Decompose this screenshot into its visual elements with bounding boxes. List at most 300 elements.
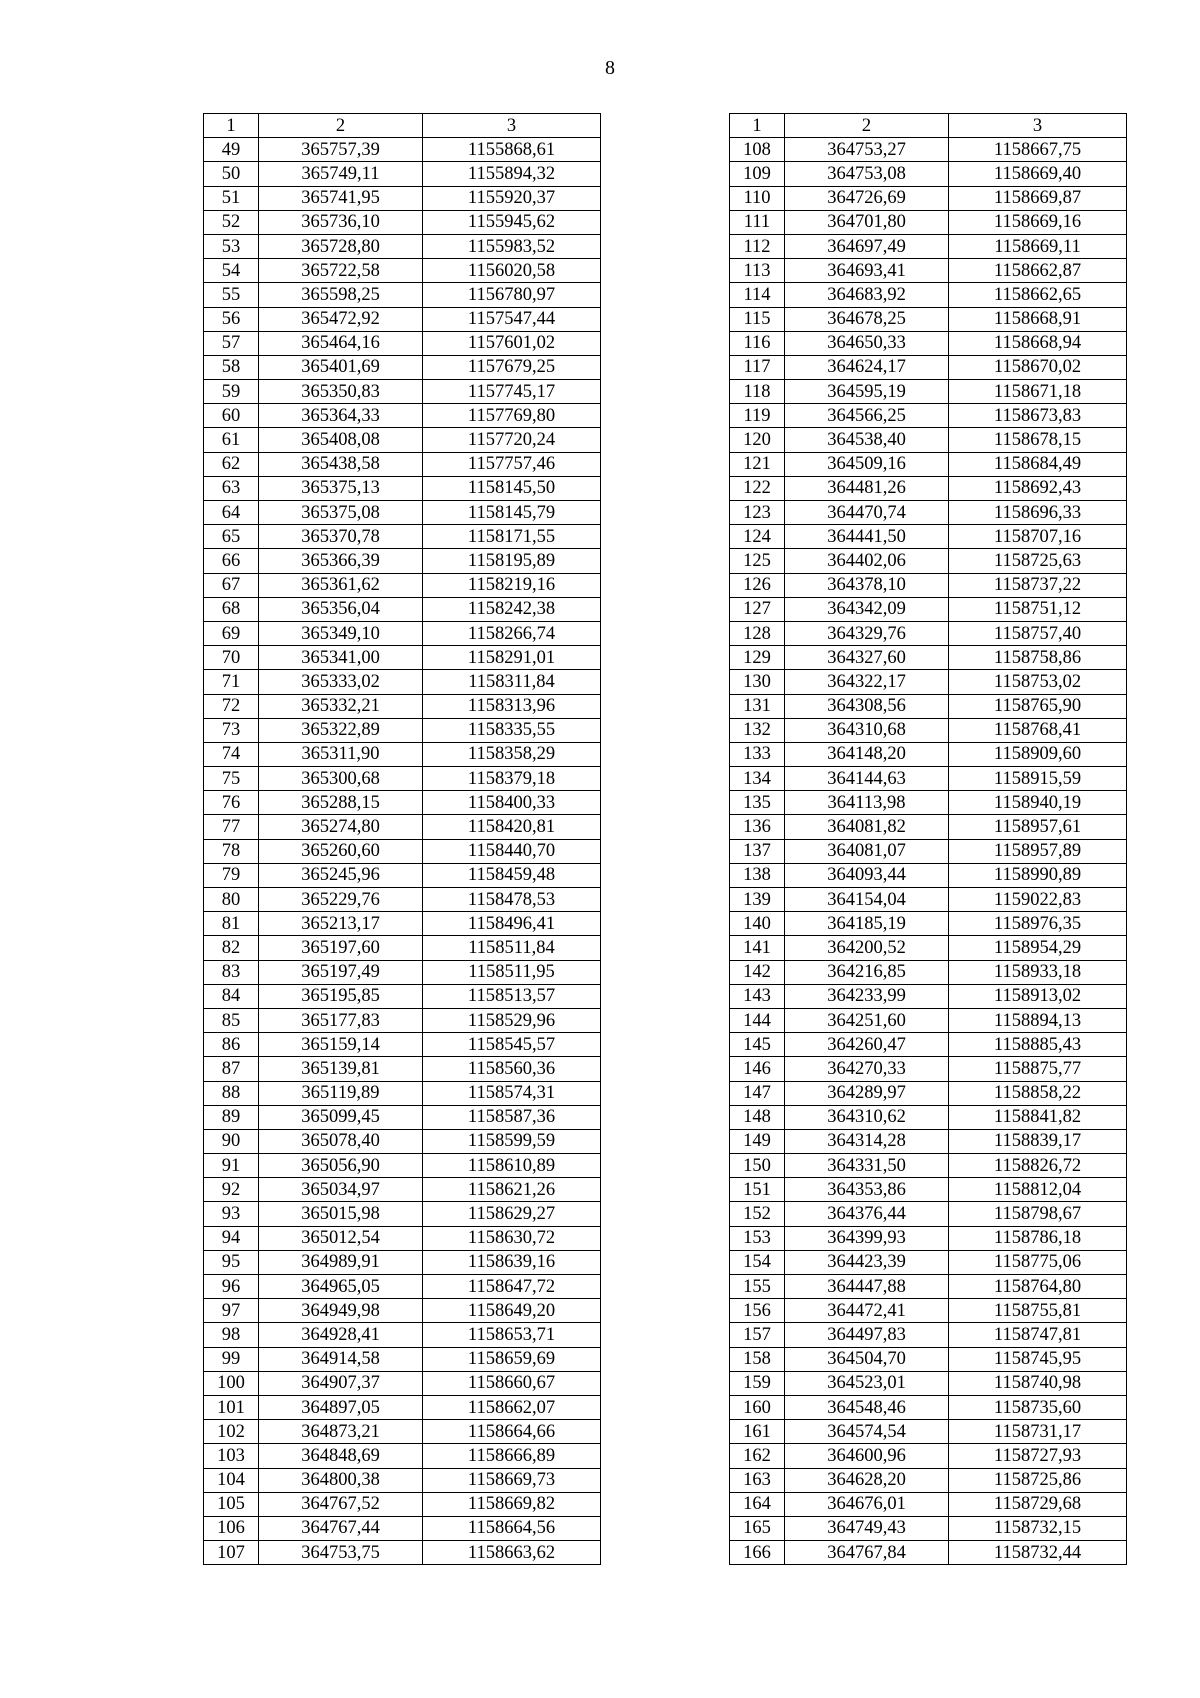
x-coordinate-cell: 364470,74 [785,501,949,525]
x-coordinate-cell: 365099,45 [259,1105,423,1129]
table-row [730,863,1127,887]
y-coordinate-cell: 1158875,77 [949,1057,1127,1081]
table-row [204,476,601,500]
table-row [204,234,601,258]
y-coordinate-cell: 1158957,89 [949,839,1127,863]
x-coordinate-cell: 365722,58 [259,259,423,283]
point-number-cell: 151 [730,1178,785,1202]
x-coordinate-cell: 364270,33 [785,1057,949,1081]
y-coordinate-cell: 1158659,69 [423,1347,601,1371]
x-coordinate-cell: 364251,60 [785,1008,949,1032]
x-coordinate-cell: 364928,41 [259,1323,423,1347]
table-row [204,597,601,621]
table-row [204,791,601,815]
y-coordinate-cell: 1158957,61 [949,815,1127,839]
y-coordinate-cell: 1158990,89 [949,863,1127,887]
point-number-cell: 89 [204,1105,259,1129]
y-coordinate-cell: 1158459,48 [423,863,601,887]
x-coordinate-cell: 364497,83 [785,1323,949,1347]
y-coordinate-cell: 1158171,55 [423,525,601,549]
point-number-cell: 54 [204,259,259,283]
point-number-cell: 58 [204,355,259,379]
point-number-cell: 106 [204,1516,259,1540]
x-coordinate-cell: 365159,14 [259,1033,423,1057]
x-coordinate-cell: 364600,96 [785,1444,949,1468]
table-row [730,984,1127,1008]
y-coordinate-cell: 1158668,94 [949,331,1127,355]
point-number-cell: 143 [730,984,785,1008]
y-coordinate-cell: 1158574,31 [423,1081,601,1105]
y-coordinate-cell: 1158313,96 [423,694,601,718]
column-header: 2 [259,114,423,138]
table-row [204,1541,601,1565]
table-row [730,936,1127,960]
y-coordinate-cell: 1158513,57 [423,984,601,1008]
table-row [204,525,601,549]
point-number-cell: 63 [204,476,259,500]
x-coordinate-cell: 364509,16 [785,452,949,476]
point-number-cell: 131 [730,694,785,718]
x-coordinate-cell: 364447,88 [785,1275,949,1299]
point-number-cell: 150 [730,1154,785,1178]
table-row [730,1395,1127,1419]
point-number-cell: 165 [730,1516,785,1540]
y-coordinate-cell: 1158737,22 [949,573,1127,597]
table-row [730,912,1127,936]
x-coordinate-cell: 365195,85 [259,984,423,1008]
x-coordinate-cell: 365015,98 [259,1202,423,1226]
y-coordinate-cell: 1158735,60 [949,1395,1127,1419]
point-number-cell: 59 [204,380,259,404]
x-coordinate-cell: 364233,99 [785,984,949,1008]
x-coordinate-cell: 364548,46 [785,1395,949,1419]
x-coordinate-cell: 364701,80 [785,210,949,234]
x-coordinate-cell: 365364,33 [259,404,423,428]
table-row [730,138,1127,162]
point-number-cell: 127 [730,597,785,621]
y-coordinate-cell: 1158668,91 [949,307,1127,331]
table-row [204,162,601,186]
point-number-cell: 126 [730,573,785,597]
y-coordinate-cell: 1158639,16 [423,1250,601,1274]
x-coordinate-cell: 365332,21 [259,694,423,718]
table-row [730,1420,1127,1444]
table-row [730,234,1127,258]
x-coordinate-cell: 364767,84 [785,1541,949,1565]
table-row [204,1371,601,1395]
x-coordinate-cell: 364310,68 [785,718,949,742]
y-coordinate-cell: 1158915,59 [949,767,1127,791]
point-number-cell: 80 [204,888,259,912]
y-coordinate-cell: 1158671,18 [949,380,1127,404]
header-row [730,114,1127,138]
x-coordinate-cell: 365119,89 [259,1081,423,1105]
table-row [730,1371,1127,1395]
y-coordinate-cell: 1157679,25 [423,355,601,379]
y-coordinate-cell: 1155983,52 [423,234,601,258]
point-number-cell: 84 [204,984,259,1008]
x-coordinate-cell: 365245,96 [259,863,423,887]
table-row [730,1081,1127,1105]
table-row [204,1105,601,1129]
x-coordinate-cell: 364402,06 [785,549,949,573]
point-number-cell: 77 [204,815,259,839]
x-coordinate-cell: 364683,92 [785,283,949,307]
point-number-cell: 156 [730,1299,785,1323]
y-coordinate-cell: 1158669,87 [949,186,1127,210]
x-coordinate-cell: 365197,60 [259,936,423,960]
y-coordinate-cell: 1158731,17 [949,1420,1127,1444]
y-coordinate-cell: 1158798,67 [949,1202,1127,1226]
y-coordinate-cell: 1158725,63 [949,549,1127,573]
y-coordinate-cell: 1158786,18 [949,1226,1127,1250]
y-coordinate-cell: 1158496,41 [423,912,601,936]
point-number-cell: 129 [730,646,785,670]
x-coordinate-cell: 364342,09 [785,597,949,621]
x-coordinate-cell: 365341,00 [259,646,423,670]
y-coordinate-cell: 1158954,29 [949,936,1127,960]
table-row [204,428,601,452]
table-row [730,428,1127,452]
table-row [204,718,601,742]
x-coordinate-cell: 364353,86 [785,1178,949,1202]
point-number-cell: 111 [730,210,785,234]
table-row [730,1226,1127,1250]
x-coordinate-cell: 365361,62 [259,573,423,597]
y-coordinate-cell: 1158747,81 [949,1323,1127,1347]
x-coordinate-cell: 365139,81 [259,1057,423,1081]
point-number-cell: 116 [730,331,785,355]
point-number-cell: 83 [204,960,259,984]
point-number-cell: 164 [730,1492,785,1516]
y-coordinate-cell: 1158740,98 [949,1371,1127,1395]
y-coordinate-cell: 1158745,95 [949,1347,1127,1371]
y-coordinate-cell: 1158529,96 [423,1008,601,1032]
table-row [730,573,1127,597]
table-row [204,767,601,791]
table-row [204,1323,601,1347]
table-row [204,1129,601,1153]
y-coordinate-cell: 1157769,80 [423,404,601,428]
point-number-cell: 118 [730,380,785,404]
point-number-cell: 112 [730,234,785,258]
x-coordinate-cell: 364081,82 [785,815,949,839]
point-number-cell: 128 [730,621,785,645]
point-number-cell: 74 [204,742,259,766]
x-coordinate-cell: 365366,39 [259,549,423,573]
point-number-cell: 113 [730,259,785,283]
x-coordinate-cell: 364989,91 [259,1250,423,1274]
x-coordinate-cell: 364749,43 [785,1516,949,1540]
y-coordinate-cell: 1158725,86 [949,1468,1127,1492]
y-coordinate-cell: 1158753,02 [949,670,1127,694]
point-number-cell: 136 [730,815,785,839]
point-number-cell: 53 [204,234,259,258]
y-coordinate-cell: 1158758,86 [949,646,1127,670]
y-coordinate-cell: 1158940,19 [949,791,1127,815]
point-number-cell: 154 [730,1250,785,1274]
point-number-cell: 95 [204,1250,259,1274]
point-number-cell: 162 [730,1444,785,1468]
point-number-cell: 107 [204,1541,259,1565]
point-number-cell: 96 [204,1275,259,1299]
point-number-cell: 85 [204,1008,259,1032]
table-row [204,307,601,331]
y-coordinate-cell: 1158841,82 [949,1105,1127,1129]
point-number-cell: 159 [730,1371,785,1395]
column-header: 1 [204,114,259,138]
y-coordinate-cell: 1158219,16 [423,573,601,597]
x-coordinate-cell: 364200,52 [785,936,949,960]
x-coordinate-cell: 364314,28 [785,1129,949,1153]
table-row [730,1057,1127,1081]
point-number-cell: 97 [204,1299,259,1323]
x-coordinate-cell: 364504,70 [785,1347,949,1371]
point-number-cell: 163 [730,1468,785,1492]
table-row [730,283,1127,307]
x-coordinate-cell: 365213,17 [259,912,423,936]
point-number-cell: 102 [204,1420,259,1444]
table-row [730,791,1127,815]
point-number-cell: 123 [730,501,785,525]
y-coordinate-cell: 1158669,73 [423,1468,601,1492]
point-number-cell: 60 [204,404,259,428]
table-row [730,404,1127,428]
table-row [730,839,1127,863]
x-coordinate-cell: 364566,25 [785,404,949,428]
x-coordinate-cell: 365370,78 [259,525,423,549]
x-coordinate-cell: 365464,16 [259,331,423,355]
x-coordinate-cell: 365408,08 [259,428,423,452]
y-coordinate-cell: 1158751,12 [949,597,1127,621]
point-number-cell: 117 [730,355,785,379]
y-coordinate-cell: 1158692,43 [949,476,1127,500]
y-coordinate-cell: 1158775,06 [949,1250,1127,1274]
point-number-cell: 51 [204,186,259,210]
x-coordinate-cell: 365350,83 [259,380,423,404]
y-coordinate-cell: 1158669,16 [949,210,1127,234]
x-coordinate-cell: 364676,01 [785,1492,949,1516]
x-coordinate-cell: 364897,05 [259,1395,423,1419]
point-number-cell: 69 [204,621,259,645]
y-coordinate-cell: 1158653,71 [423,1323,601,1347]
table-row [204,1492,601,1516]
table-row [204,839,601,863]
point-number-cell: 70 [204,646,259,670]
y-coordinate-cell: 1158696,33 [949,501,1127,525]
point-number-cell: 121 [730,452,785,476]
table-row [204,960,601,984]
x-coordinate-cell: 365356,04 [259,597,423,621]
table-row [204,888,601,912]
x-coordinate-cell: 364753,27 [785,138,949,162]
x-coordinate-cell: 365333,02 [259,670,423,694]
table-row [204,1347,601,1371]
point-number-cell: 67 [204,573,259,597]
y-coordinate-cell: 1158440,70 [423,839,601,863]
x-coordinate-cell: 364423,39 [785,1250,949,1274]
point-number-cell: 65 [204,525,259,549]
y-coordinate-cell: 1158669,40 [949,162,1127,186]
table-row [204,283,601,307]
y-coordinate-cell: 1158291,01 [423,646,601,670]
point-number-cell: 99 [204,1347,259,1371]
y-coordinate-cell: 1158727,93 [949,1444,1127,1468]
x-coordinate-cell: 364289,97 [785,1081,949,1105]
y-coordinate-cell: 1158266,74 [423,621,601,645]
point-number-cell: 158 [730,1347,785,1371]
table-row [204,138,601,162]
x-coordinate-cell: 364327,60 [785,646,949,670]
table-row [730,597,1127,621]
table-row [204,1444,601,1468]
x-coordinate-cell: 364753,75 [259,1541,423,1565]
point-number-cell: 148 [730,1105,785,1129]
x-coordinate-cell: 364441,50 [785,525,949,549]
y-coordinate-cell: 1157547,44 [423,307,601,331]
point-number-cell: 92 [204,1178,259,1202]
x-coordinate-cell: 365288,15 [259,791,423,815]
x-coordinate-cell: 365401,69 [259,355,423,379]
y-coordinate-cell: 1158599,59 [423,1129,601,1153]
table-row [730,1468,1127,1492]
table-row [730,888,1127,912]
point-number-cell: 145 [730,1033,785,1057]
y-coordinate-cell: 1158379,18 [423,767,601,791]
table-row [730,767,1127,791]
y-coordinate-cell: 1158885,43 [949,1033,1127,1057]
y-coordinate-cell: 1158662,87 [949,259,1127,283]
y-coordinate-cell: 1158664,66 [423,1420,601,1444]
point-number-cell: 140 [730,912,785,936]
point-number-cell: 152 [730,1202,785,1226]
y-coordinate-cell: 1158858,22 [949,1081,1127,1105]
x-coordinate-cell: 365375,13 [259,476,423,500]
y-coordinate-cell: 1158664,56 [423,1516,601,1540]
x-coordinate-cell: 364329,76 [785,621,949,645]
x-coordinate-cell: 365736,10 [259,210,423,234]
table-row [730,1516,1127,1540]
y-coordinate-cell: 1158647,72 [423,1275,601,1299]
y-coordinate-cell: 1158242,38 [423,597,601,621]
x-coordinate-cell: 365349,10 [259,621,423,645]
table-row [204,1178,601,1202]
y-coordinate-cell: 1158933,18 [949,960,1127,984]
point-number-cell: 104 [204,1468,259,1492]
point-number-cell: 105 [204,1492,259,1516]
y-coordinate-cell: 1158629,27 [423,1202,601,1226]
y-coordinate-cell: 1157601,02 [423,331,601,355]
x-coordinate-cell: 365274,80 [259,815,423,839]
y-coordinate-cell: 1158420,81 [423,815,601,839]
x-coordinate-cell: 364216,85 [785,960,949,984]
table-row [204,694,601,718]
column-header: 3 [423,114,601,138]
table-body [730,114,1127,1565]
table-row [730,380,1127,404]
point-number-cell: 81 [204,912,259,936]
point-number-cell: 52 [204,210,259,234]
x-coordinate-cell: 364322,17 [785,670,949,694]
x-coordinate-cell: 364185,19 [785,912,949,936]
point-number-cell: 62 [204,452,259,476]
y-coordinate-cell: 1158812,04 [949,1178,1127,1202]
table-row [730,1105,1127,1129]
point-number-cell: 153 [730,1226,785,1250]
table-row [204,1226,601,1250]
y-coordinate-cell: 1158145,79 [423,501,601,525]
y-coordinate-cell: 1159022,83 [949,888,1127,912]
x-coordinate-cell: 364753,08 [785,162,949,186]
point-number-cell: 160 [730,1395,785,1419]
y-coordinate-cell: 1158400,33 [423,791,601,815]
x-coordinate-cell: 365741,95 [259,186,423,210]
point-number-cell: 138 [730,863,785,887]
x-coordinate-cell: 364523,01 [785,1371,949,1395]
table-row [204,1420,601,1444]
x-coordinate-cell: 364693,41 [785,259,949,283]
x-coordinate-cell: 364628,20 [785,1468,949,1492]
y-coordinate-cell: 1158478,53 [423,888,601,912]
y-coordinate-cell: 1155894,32 [423,162,601,186]
y-coordinate-cell: 1158732,44 [949,1541,1127,1565]
x-coordinate-cell: 364907,37 [259,1371,423,1395]
y-coordinate-cell: 1158358,29 [423,742,601,766]
table-row [730,670,1127,694]
x-coordinate-cell: 364678,25 [785,307,949,331]
table-row [730,1033,1127,1057]
point-number-cell: 57 [204,331,259,355]
table-row [204,1468,601,1492]
y-coordinate-cell: 1157757,46 [423,452,601,476]
x-coordinate-cell: 364650,33 [785,331,949,355]
point-number-cell: 139 [730,888,785,912]
point-number-cell: 50 [204,162,259,186]
table-row [204,501,601,525]
table-row [730,501,1127,525]
y-coordinate-cell: 1157745,17 [423,380,601,404]
y-coordinate-cell: 1156780,97 [423,283,601,307]
table-row [204,259,601,283]
x-coordinate-cell: 365197,49 [259,960,423,984]
table-row [730,815,1127,839]
point-number-cell: 55 [204,283,259,307]
point-number-cell: 166 [730,1541,785,1565]
x-coordinate-cell: 364481,26 [785,476,949,500]
y-coordinate-cell: 1158335,55 [423,718,601,742]
y-coordinate-cell: 1155945,62 [423,210,601,234]
x-coordinate-cell: 365012,54 [259,1226,423,1250]
table-row [730,525,1127,549]
point-number-cell: 125 [730,549,785,573]
x-coordinate-cell: 365375,08 [259,501,423,525]
point-number-cell: 82 [204,936,259,960]
table-row [730,210,1127,234]
point-number-cell: 76 [204,791,259,815]
table-row [204,912,601,936]
point-number-cell: 103 [204,1444,259,1468]
point-number-cell: 66 [204,549,259,573]
table-row [730,718,1127,742]
y-coordinate-cell: 1158662,07 [423,1395,601,1419]
table-row [204,1154,601,1178]
y-coordinate-cell: 1158610,89 [423,1154,601,1178]
point-number-cell: 90 [204,1129,259,1153]
point-number-cell: 124 [730,525,785,549]
point-number-cell: 155 [730,1275,785,1299]
y-coordinate-cell: 1158666,89 [423,1444,601,1468]
x-coordinate-cell: 364399,93 [785,1226,949,1250]
